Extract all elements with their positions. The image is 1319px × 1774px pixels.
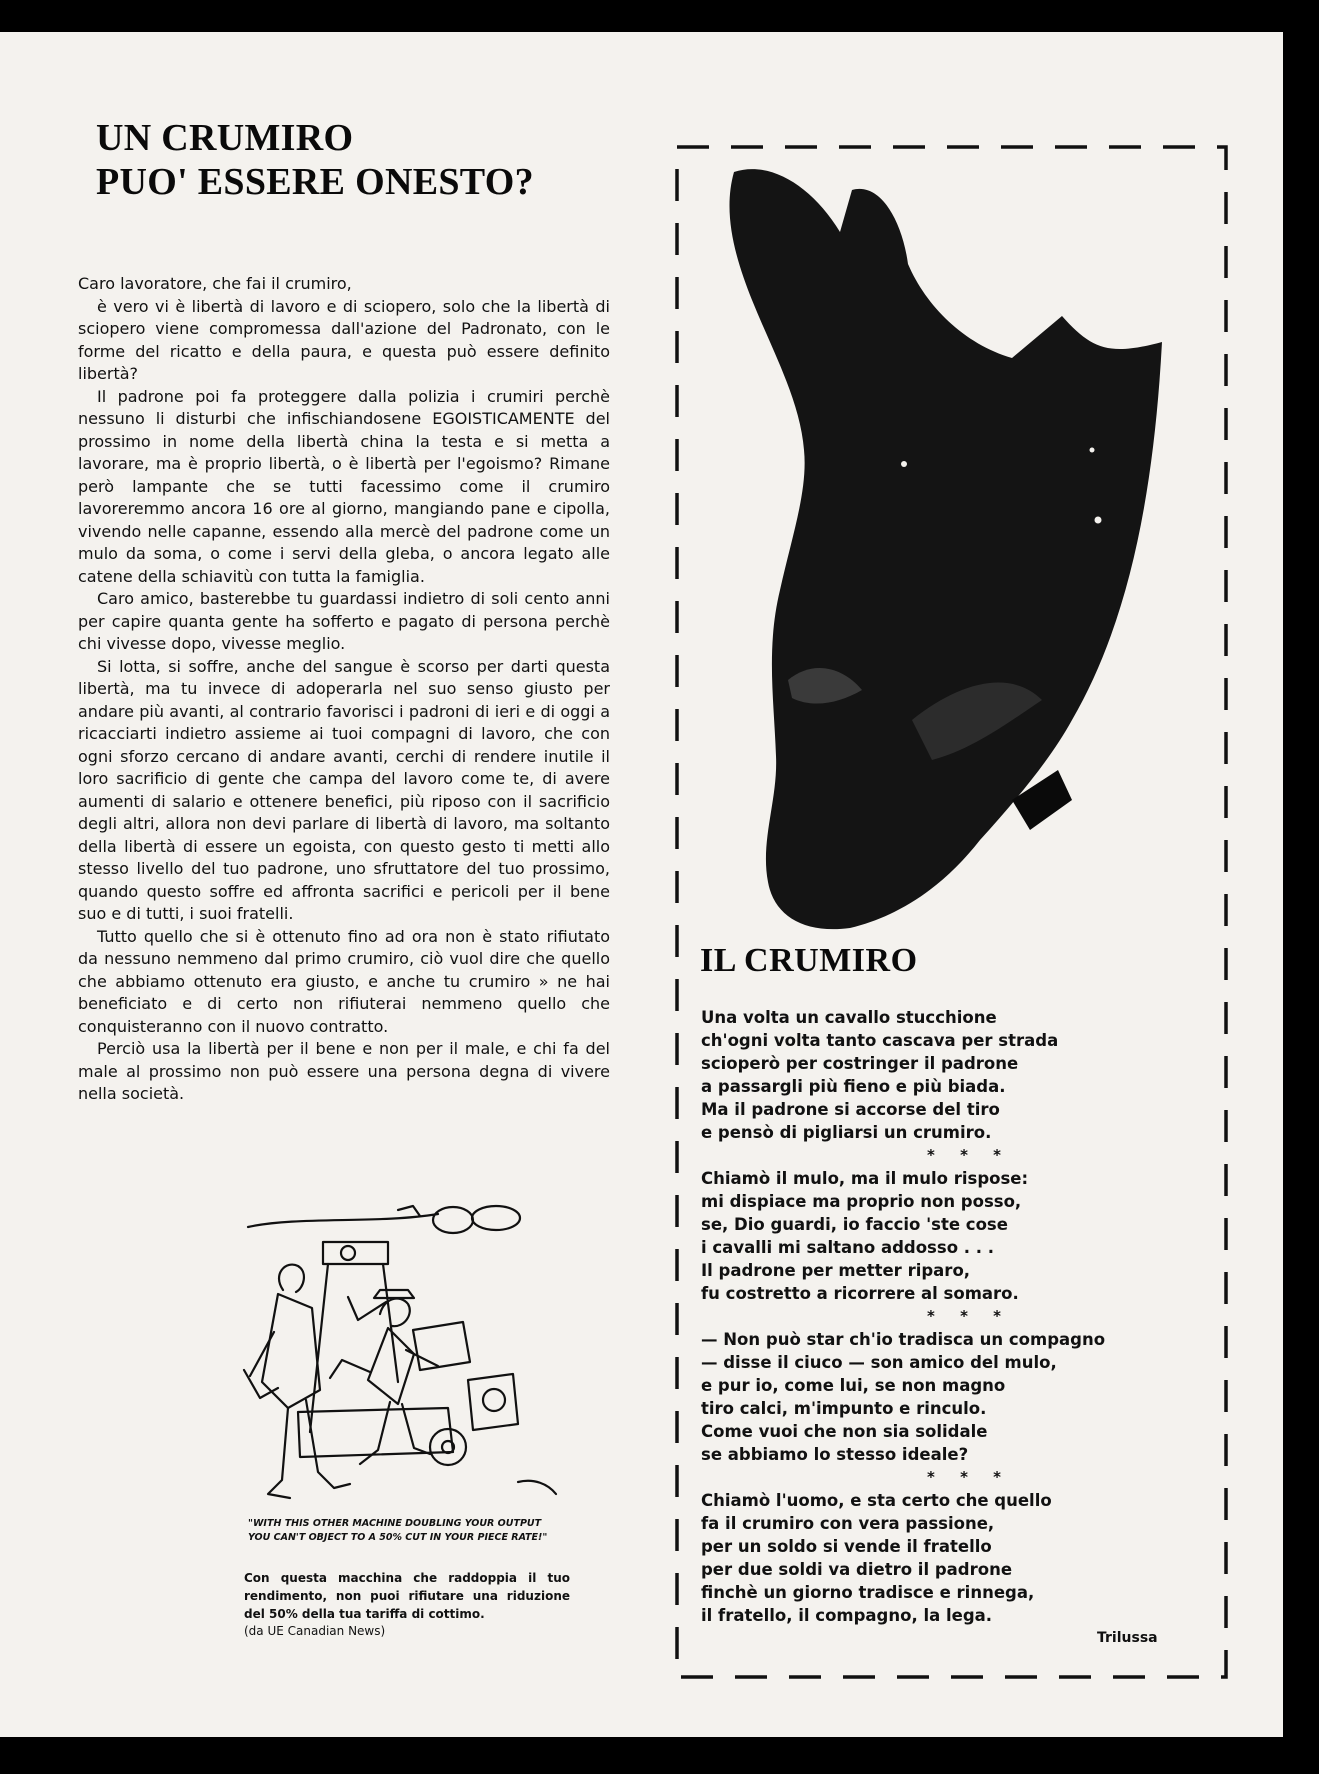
article-paragraph: Il padrone poi fa proteggere dalla polizia i crumiri perchè nessuno li disturbi che infischiandosene EGOISTICAMENTE del prossimo in nome della libertà china la testa e si metta a lavorare, ma è proprio libertà, o è libertà per l'egoismo? Rimane però lampante che se tutti facessimo come il crumiro lavoreremmo ancora 16 ore al giorno, mangiando pane e cipolla, vivendo nelle capanne, essendo alla mercè del padrone come un mulo da soma, o come i servi della gleba, o ancora legato alle catene della schiavitù con tutta la famiglia. <box>78 386 610 586</box>
article-paragraph: è vero vi è libertà di lavoro e di sciopero, solo che la libertà di sciopero viene compromessa dall'azione del Padronato, con le forme del ricatto e della paura, e questa può essere definito libertà? <box>78 296 610 383</box>
poem-stanza <box>701 1489 1141 1627</box>
factory-machine-cartoon <box>238 1202 578 1512</box>
stanza-separator: * * * <box>927 1146 1011 1164</box>
poem-line: — disse il ciuco — son amico del mulo, <box>701 1353 1057 1372</box>
poem-line: e pensò di pigliarsi un crumiro. <box>701 1123 992 1142</box>
poem-line: — Non può star ch'io tradisca un compagno <box>701 1330 1106 1349</box>
poem-line: fa il crumiro con vera passione, <box>701 1514 995 1533</box>
poem-line: il fratello, il compagno, la lega. <box>701 1606 993 1625</box>
article-title-line-2: PUO' ESSERE ONESTO? <box>96 161 534 203</box>
article-paragraph: Caro lavoratore, che fai il crumiro, <box>78 274 352 293</box>
scan-border-right <box>1283 32 1319 1737</box>
poem-line: finchè un giorno tradisce e rinnega, <box>701 1583 1035 1602</box>
poem-line: ch'ogni volta tanto cascava per strada <box>701 1031 1059 1050</box>
cartoon-source: (da UE Canadian News) <box>244 1624 386 1638</box>
poem-line: e pur io, come lui, se non magno <box>701 1376 1006 1395</box>
poem-line: per un soldo si vende il fratello <box>701 1537 992 1556</box>
poem-line: Chiamò l'uomo, e sta certo che quello <box>701 1491 1052 1510</box>
poem-line: Una volta un cavallo stucchione <box>701 1008 997 1027</box>
poem-line: Il padrone per metter riparo, <box>701 1261 971 1280</box>
poem-line: tiro calci, m'impunto e rinculo. <box>701 1399 987 1418</box>
poem-title: IL CRUMIRO <box>700 942 918 979</box>
mule-head-illustration <box>712 160 1212 935</box>
poem-line: Come vuoi che non sia solidale <box>701 1422 988 1441</box>
poem-line: mi dispiace ma proprio non posso, <box>701 1192 1022 1211</box>
poem-line: per due soldi va dietro il padrone <box>701 1560 1013 1579</box>
article-paragraph: Si lotta, si soffre, anche del sangue è scorso per darti questa libertà, ma tu invece di adoperarla nel suo senso giusto per andare più avanti, al contrario favorisci i padroni di ieri e di oggi a ricacciarti indietro assieme ai tuoi compagni di lavoro, che con ogni sforzo cercano di andare avanti, cerchi di rendere inutile il loro sacrificio di gente che campa del lavoro come te, di avere aumenti di salario e ottenere benefici, più riposo con il sacrificio degli altri, allora non devi parlare di libertà di lavoro, ma soltanto della libertà di essere un egoista, con questo gesto ti metti allo stesso livello del tuo padrone, uno sfruttatore del tuo prossimo, quando questo soffre ed affronta sacrifici e pericoli per il bene suo e di tutti, i suoi fratelli. <box>78 656 610 923</box>
article-paragraph: Caro amico, basterebbe tu guardassi indietro di soli cento anni per capire quanta gente ha sofferto e pagato di persona perchè chi vivesse dopo, vivesse meglio. <box>78 589 610 653</box>
poem-line: i cavalli mi saltano addosso . . . <box>701 1238 995 1257</box>
article-paragraph: Perciò usa la libertà per il bene e non per il male, e chi fa del male al prossimo non può essere una persona degna di vivere nella società. <box>78 1039 610 1103</box>
poem-line: se, Dio guardi, io faccio 'ste cose <box>701 1215 1008 1234</box>
poem-line: fu costretto a ricorrere al somaro. <box>701 1284 1019 1303</box>
poem-author: Trilussa <box>1097 1630 1158 1646</box>
cartoon-caption-english: "WITH THIS OTHER MACHINE DOUBLING YOUR OUTPUT YOU CAN'T OBJECT TO A 50% CUT IN YOUR PIECE RATE!" <box>248 1518 548 1543</box>
poem-stanza <box>701 1006 1141 1144</box>
poem-body <box>701 1006 1141 1627</box>
poem-line: a passargli più fieno e più biada. <box>701 1077 1006 1096</box>
stanza-separator: * * * <box>927 1307 1011 1325</box>
newspaper-page <box>0 32 1283 1737</box>
poem-line: Chiamò il mulo, ma il mulo rispose: <box>701 1169 1029 1188</box>
poem-line: scioperò per costringer il padrone <box>701 1054 1019 1073</box>
poem-line: se abbiamo lo stesso ideale? <box>701 1445 969 1464</box>
article-title-line-1: UN CRUMIRO <box>96 117 354 159</box>
cartoon-caption-italian: Con questa macchina che raddoppia il tuo rendimento, non puoi rifiutare una riduzione del 50% della tua tariffa di cottimo. <box>244 1571 570 1621</box>
article-paragraph: Tutto quello che si è ottenuto fino ad ora non è stato rifiutato da nessuno nemmeno dal primo crumiro, ciò vuol dire che quello che abbiamo ottenuto era giusto, e anche tu crumiro » ne hai beneficiato e di certo non rifiuterai nemmeno quello che conquisteranno con il nuovo contratto. <box>78 926 610 1036</box>
poem-stanza <box>701 1328 1141 1466</box>
stanza-separator: * * * <box>927 1468 1011 1486</box>
article-body <box>78 273 610 1106</box>
poem-line: Ma il padrone si accorse del tiro <box>701 1100 1000 1119</box>
article-title <box>96 116 534 204</box>
poem-stanza <box>701 1167 1141 1305</box>
